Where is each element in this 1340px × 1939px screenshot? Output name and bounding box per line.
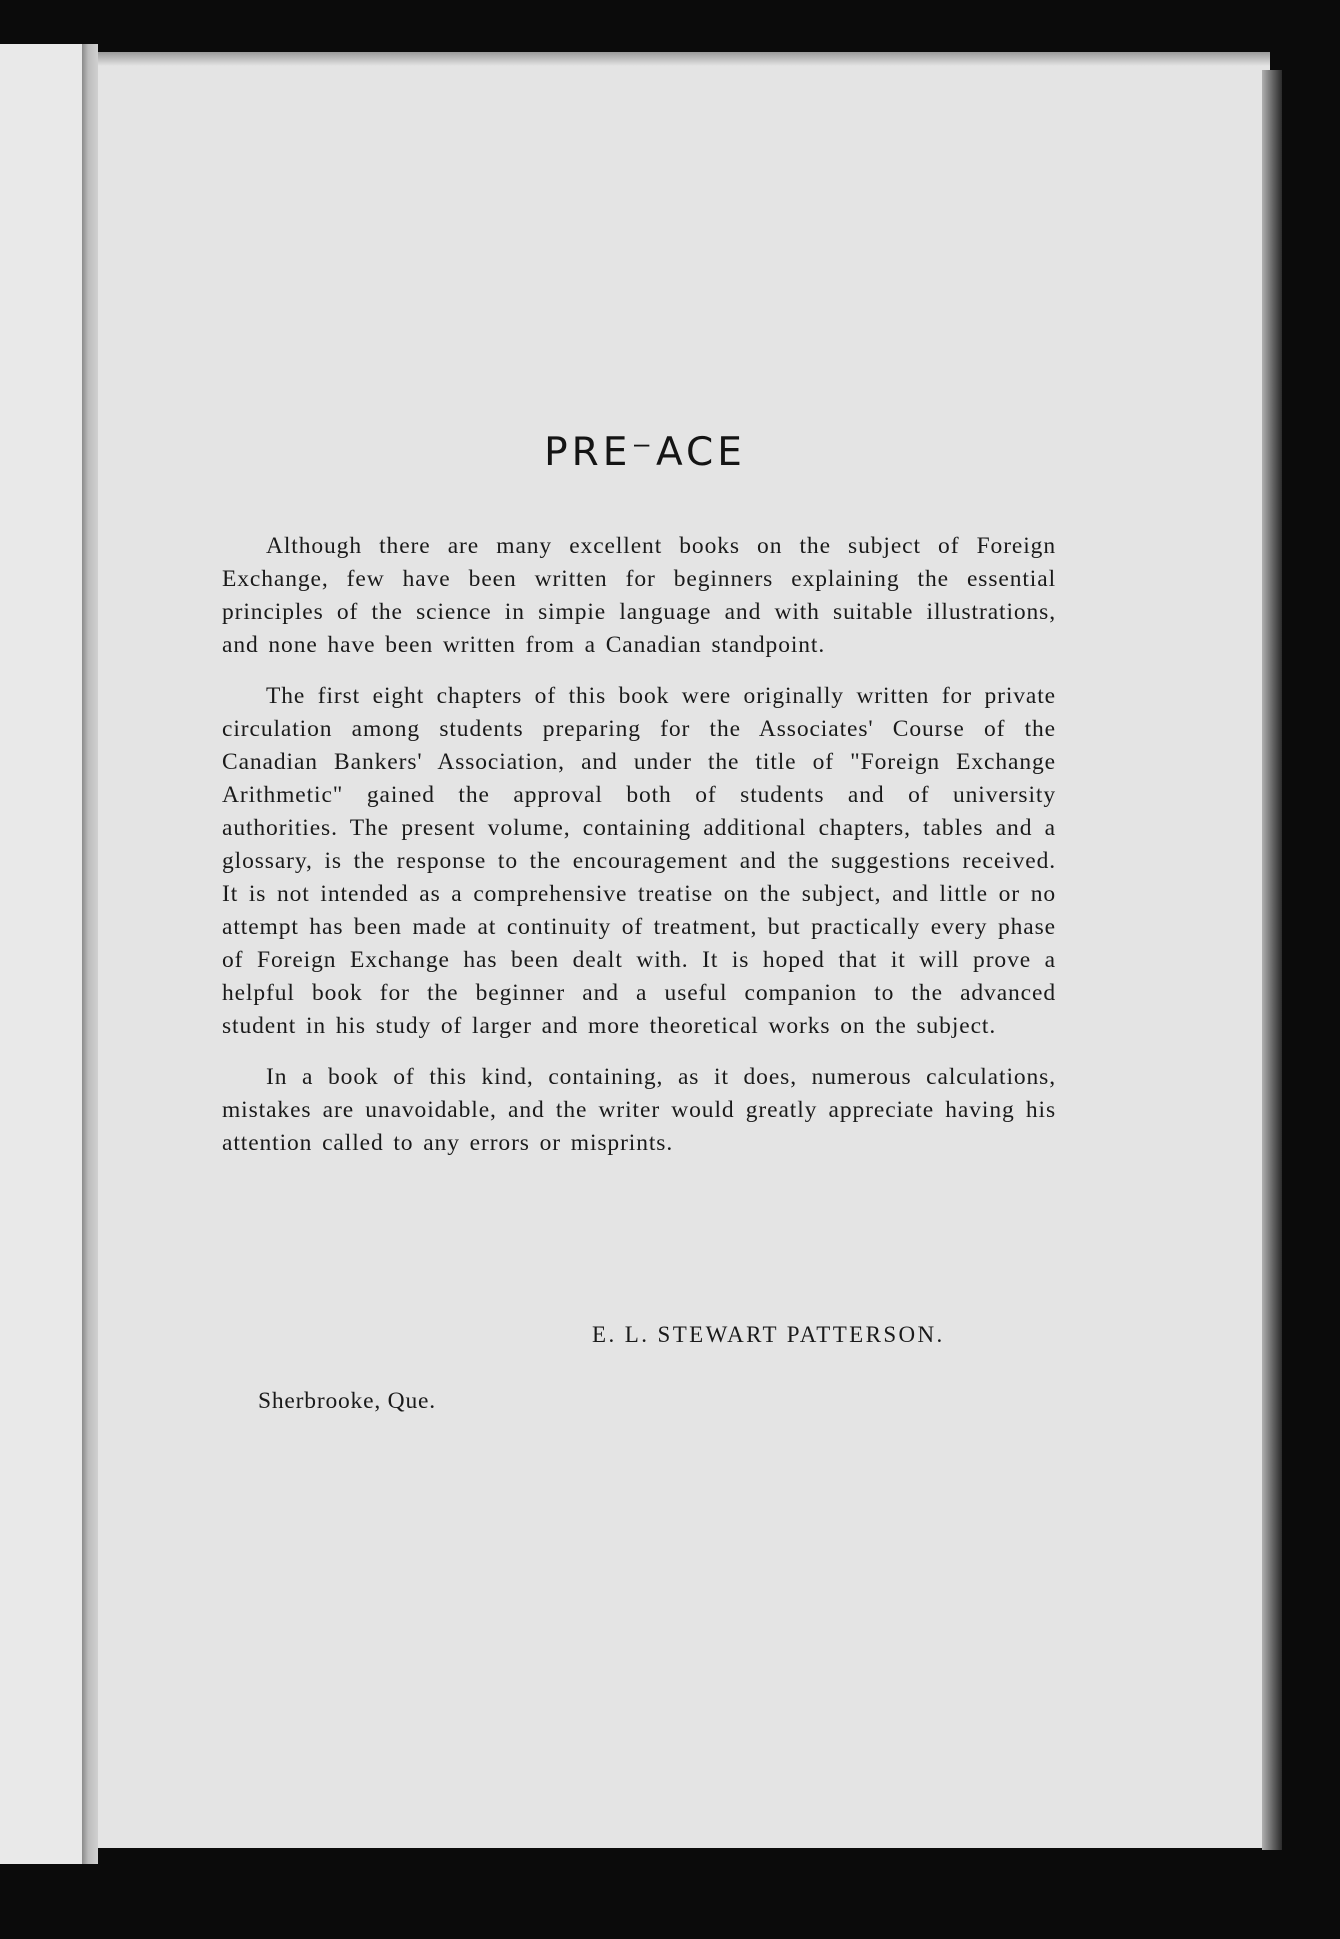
paragraph: In a book of this kind, containing, as it does, numerous calculations, mistakes are unavoidable, and the writer would greatly appreciate having his attention called to any errors or misprints. bbox=[222, 1064, 1056, 1156]
page-heading: PRE⁻ACE bbox=[544, 430, 746, 475]
page-right-edge bbox=[1262, 70, 1282, 1850]
place-line: Sherbrooke, Que. bbox=[258, 1388, 436, 1414]
left-facing-page bbox=[0, 44, 82, 1864]
author-signature: E. L. STEWART PATTERSON. bbox=[592, 1322, 945, 1347]
page-top-shadow bbox=[98, 52, 1270, 66]
paragraph: Although there are many excellent books on the subject of Foreign Exchange, few have been written for beginners explaining the essential principles of the science in simpie language and with suitable illustrations, and none have been written from a Canadian standpoint. bbox=[222, 533, 1056, 658]
left-page-gutter bbox=[82, 44, 98, 1864]
preface-body bbox=[222, 530, 1056, 1178]
paragraph: The first eight chapters of this book were originally written for private circulation among students preparing for the Associates' Course of the Canadian Bankers' Association, and under the title of "Foreign Exchange Arithmetic" gained the approval both of students and of university authorities. The present volume, containing additional chapters, tables and a glossary, is the response to the encouragement and the suggestions received. It is not intended as a comprehensive treatise on the subject, and little or no attempt has been made at continuity of treatment, but practically every phase of Foreign Exchange has been dealt with. It is hoped that it will prove a helpful book for the beginner and a useful companion to the advanced student in his study of larger and more theoretical works on the subject. bbox=[222, 683, 1056, 1039]
